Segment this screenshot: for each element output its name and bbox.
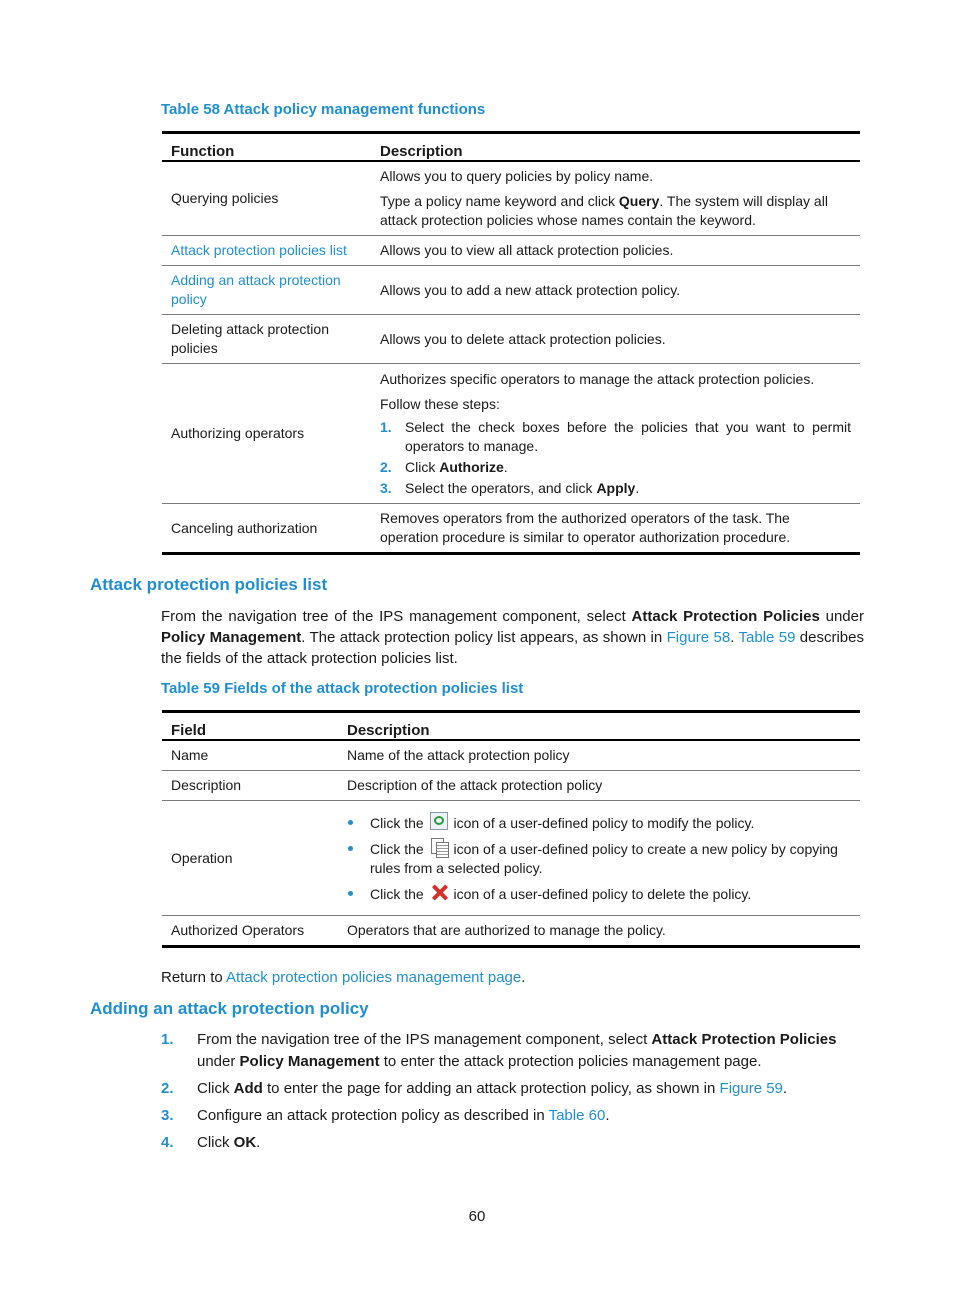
field-cell: Name: [162, 740, 338, 771]
list-item: 3. Select the operators, and click Apply.: [380, 479, 640, 496]
section-1-paragraph: From the navigation tree of the IPS management component, select Attack Protection Policies under Policy Management. The attack protection policy list appears, as shown in Figure 58. Table 59 describes the fields of the attack protection policies list.: [161, 608, 864, 667]
table-58-caption: Table 58 Attack policy management functions: [161, 101, 486, 118]
table-row: [162, 161, 860, 236]
field-cell: Operation: [162, 801, 338, 916]
adding-attack-protection-policy-link[interactable]: Adding an attack protection policy: [171, 272, 341, 307]
return-paragraph: Return to Attack protection policies management page.: [161, 969, 526, 986]
function-cell: Canceling authorization: [162, 504, 371, 554]
section-heading-policies-list: Attack protection policies list: [90, 575, 328, 594]
list-item: 1. From the navigation tree of the IPS management component, select Attack Protection Policies under Policy Management to enter the attack protection policies management page.: [161, 1031, 837, 1070]
description-text: Type a policy name keyword and click Query. The system will display all attack protection policies whose names contain the keyword.: [380, 193, 828, 228]
figure-59-link[interactable]: Figure 59: [719, 1080, 783, 1097]
description-cell: Operators that are authorized to manage the policy.: [338, 916, 860, 947]
attack-protection-policies-list-link[interactable]: Attack protection policies list: [171, 242, 347, 258]
function-cell: [162, 266, 371, 315]
step-number: 3.: [161, 1107, 174, 1124]
list-item: 3. Configure an attack protection policy as described in Table 60.: [161, 1105, 864, 1127]
table-row: [162, 504, 860, 554]
step-number: 1.: [161, 1031, 174, 1048]
step-number: 2.: [161, 1080, 174, 1097]
table-59: [162, 710, 860, 948]
table-59-link[interactable]: Table 59: [738, 629, 796, 646]
description-cell: Description of the attack protection policy: [338, 771, 860, 801]
step-number: 3.: [380, 479, 392, 496]
description-text: Allows you to query policies by policy name.: [380, 168, 654, 184]
bullet-dot: [348, 820, 353, 825]
description-text: Follow these steps:: [380, 395, 500, 412]
list-item: 2. Click Add to enter the page for adding an attack protection policy, as shown in Figure 59.: [161, 1078, 864, 1100]
step-number: 1.: [380, 418, 392, 435]
description-cell: Name of the attack protection policy: [338, 740, 860, 771]
function-cell: [162, 236, 371, 266]
table-row: [162, 916, 860, 947]
table-row: [162, 801, 860, 916]
table-header-row: [162, 133, 860, 162]
steps-list: [380, 418, 851, 498]
list-item: Click the icon of a user-defined policy to delete the policy.: [347, 883, 851, 904]
step-number: 2.: [380, 458, 392, 475]
table-58: [162, 131, 860, 555]
bullet-dot: [348, 891, 353, 896]
column-header-field: Field: [162, 712, 338, 741]
table-59-caption: Table 59 Fields of the attack protection policies list: [161, 680, 524, 697]
function-cell: Deleting attack protection policies: [162, 315, 371, 364]
list-item: 1. Select the check boxes before the policies that you want to permit operators to manage.: [380, 418, 851, 454]
section-heading-adding-policy: Adding an attack protection policy: [90, 999, 369, 1018]
operation-bullets: [347, 812, 851, 904]
modify-icon: [430, 812, 448, 830]
table-row: [162, 740, 860, 771]
delete-icon: [430, 883, 448, 901]
column-header-description: Description: [338, 712, 860, 741]
step-number: 4.: [161, 1134, 174, 1151]
list-item: Click the icon of a user-defined policy to modify the policy.: [347, 812, 851, 833]
description-cell: [371, 364, 860, 504]
copy-icon: [430, 838, 448, 856]
table-row: [162, 266, 860, 315]
table-row: [162, 364, 860, 504]
list-item: 2. Click Authorize.: [380, 458, 508, 475]
field-cell: Description: [162, 771, 338, 801]
function-cell: Querying policies: [162, 161, 371, 236]
column-header-function: Function: [162, 133, 371, 162]
list-item: 4. Click OK.: [161, 1132, 864, 1154]
table-header-row: [162, 712, 860, 741]
description-cell: [371, 161, 860, 236]
description-text: Authorizes specific operators to manage the attack protection policies.: [380, 370, 815, 387]
table-60-link[interactable]: Table 60: [548, 1107, 606, 1124]
adding-policy-steps: [161, 1029, 864, 1154]
function-cell: Authorizing operators: [162, 364, 371, 504]
column-header-description: Description: [371, 133, 860, 162]
list-item: Click the icon of a user-defined policy to create a new policy by copying rules from a selected policy.: [347, 838, 851, 878]
field-cell: Authorized Operators: [162, 916, 338, 947]
figure-58-link[interactable]: Figure 58: [666, 629, 731, 646]
description-cell: Removes operators from the authorized operators of the task. The operation procedure is similar to operator authorization procedure.: [371, 504, 860, 554]
bullet-dot: [348, 846, 353, 851]
table-row: [162, 236, 860, 266]
table-row: [162, 315, 860, 364]
description-cell: [338, 801, 860, 916]
description-cell: Allows you to delete attack protection policies.: [371, 315, 860, 364]
description-cell: Allows you to view all attack protection policies.: [371, 236, 860, 266]
description-cell: Allows you to add a new attack protection policy.: [371, 266, 860, 315]
table-row: [162, 771, 860, 801]
return-link[interactable]: Attack protection policies management page: [226, 969, 522, 986]
page-number: 60: [468, 1208, 486, 1225]
